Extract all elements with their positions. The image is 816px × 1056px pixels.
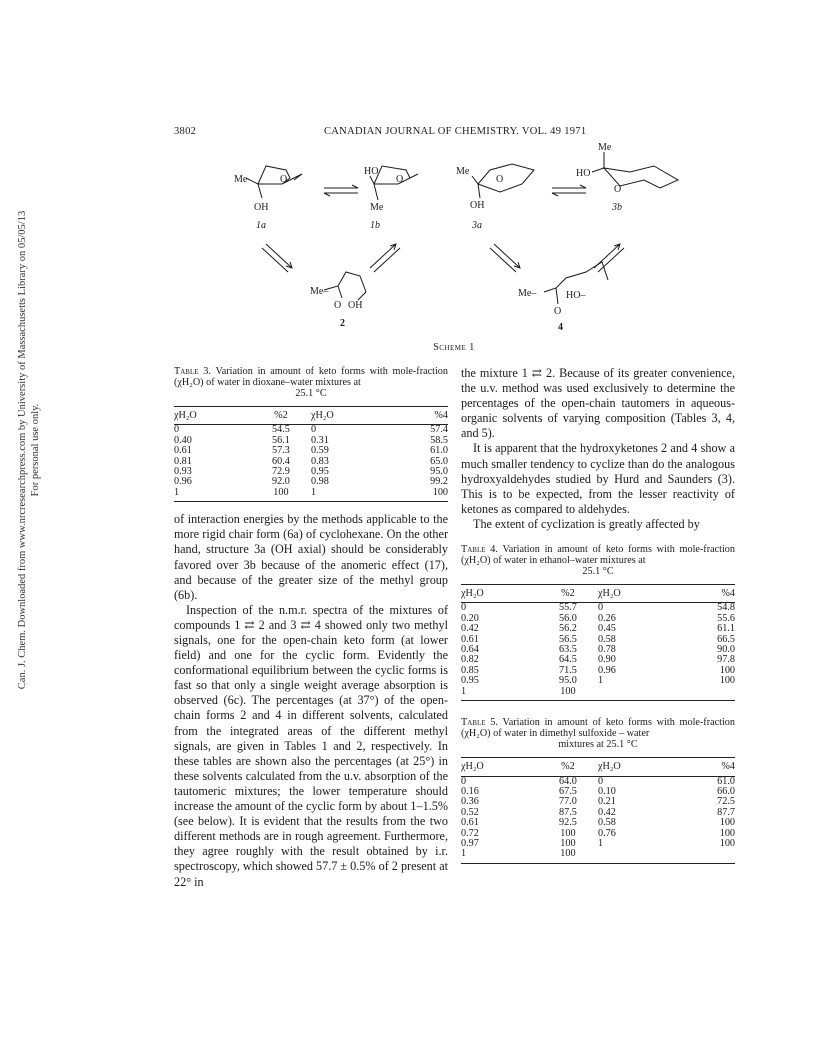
table4-cell: 0.42 — [461, 623, 479, 635]
table5-cell: 1 — [461, 849, 538, 863]
table5-header-3: %4 — [675, 758, 735, 776]
table3-cell: 0.59 — [310, 445, 329, 457]
table4-row — [461, 687, 735, 701]
table4-cell: 0.82 — [461, 654, 479, 666]
table3-caption-temp: 25.1 °C — [295, 388, 327, 399]
table5-cell: 72.5 — [717, 796, 735, 808]
scheme-caption: Scheme 1 — [433, 342, 475, 353]
table3-cell: 0.83 — [310, 455, 329, 467]
table3-label: Table 3. — [174, 366, 211, 377]
table3-header-2: χH₂O — [311, 407, 388, 425]
table5-cell: 0.97 — [461, 837, 479, 849]
table4-cell: 56.0 — [559, 612, 577, 624]
journal-title: CANADIAN JOURNAL OF CHEMISTRY. VOL. 49 1971 — [324, 126, 587, 137]
compound-1b: 1b — [370, 220, 380, 231]
table4-cell: 56.5 — [559, 633, 577, 645]
table5-cell: 64.0 — [559, 775, 577, 787]
table4-cell: 1 — [597, 675, 604, 687]
table5-header-0: χH₂O — [461, 758, 538, 776]
table3-cell: 72.9 — [272, 466, 290, 478]
table5-cell: 0.16 — [461, 785, 479, 797]
table4-cell: 0.96 — [597, 664, 616, 676]
table4-cell: 61.1 — [717, 623, 735, 635]
table5-cell: 66.0 — [717, 785, 735, 797]
label-oh-2: OH — [348, 300, 363, 311]
table3-cell: 54.5 — [272, 424, 290, 436]
table4-cell: 0.78 — [597, 644, 616, 656]
right-paragraph-3: The extent of cyclization is greatly affected by — [473, 516, 700, 531]
table5-cell: 100 — [560, 837, 576, 849]
table4-caption-text: Variation in amount of keto forms with mole-fraction (χH₂O) of water in ethanol–water mixtures at — [461, 544, 735, 567]
table3-cell: 100 — [388, 488, 448, 502]
table4-cell: 0.95 — [461, 675, 479, 687]
table5-cell: 100 — [538, 849, 598, 863]
table4-header-0: χH₂O — [461, 585, 538, 603]
table3-cell: 57.4 — [430, 424, 448, 436]
label-me-1b: Me — [370, 202, 384, 213]
table4 — [461, 584, 735, 701]
compound-1a: 1a — [256, 220, 266, 231]
table3-cell: 0.61 — [174, 445, 192, 457]
left-paragraph-2: Inspection of the n.m.r. spectra of the mixtures of compounds 1 ⇄ 2 and 3 ⇄ 4 showed only two methyl signals, one for the open-chain keto form (at lower field) and one for the cyclic form. Evidently the conformational equilibrium between the cyclic forms is fast so that only a single weight average absorption is observed (6c). The percentages (at 37°) of the open-chain forms 2 and 4 in different solvents, calculated from the integrated areas of the different methyl signals, are given in Tables 1 and 2, respectively. In these tables are shown also the percentages (at 25°) in these solvents calculated from the u.v. absorption of the tautomeric mixtures; the lower temperature should increase the amount of the cyclic form by about 1–1.5% (see below). It is evident that the results from the two different methods are in rough agreement. Furthermore, they agree roughly with the result obtained by i.r. spectroscopy, which showed 57.7 ± 0.5% of 2 present at 22° in — [174, 602, 448, 889]
table5-cell: 0.36 — [461, 796, 479, 808]
table3-cell: 0 — [174, 424, 180, 436]
table4-cell: 90.0 — [717, 644, 735, 656]
table4-cell: 63.5 — [559, 644, 577, 656]
table3-cell: 0.31 — [310, 434, 329, 446]
chain-2 — [324, 272, 366, 300]
table5-cell: 0.21 — [597, 796, 616, 808]
table3-cell: 1 — [311, 488, 388, 502]
table3-cell: 100 — [251, 488, 311, 502]
table3-caption-text: Variation in amount of keto forms with mole-fraction (χH₂O) of water in dioxane–water mixtures at — [174, 366, 448, 388]
table4-cell: 55.7 — [559, 602, 577, 614]
table5-cell: 0 — [597, 775, 604, 787]
table4-cell: 100 — [719, 664, 735, 676]
table3-cell: 99.2 — [430, 476, 448, 488]
table4-cell: 100 — [719, 675, 735, 687]
table5-cell: 100 — [560, 827, 576, 839]
compound-3a: 3a — [472, 220, 482, 231]
compound-3b: 3b — [612, 202, 622, 213]
table5-cell: 67.5 — [559, 785, 577, 797]
table4-cell: 95.0 — [559, 675, 577, 687]
table5-cell: 0.72 — [461, 827, 479, 839]
table3-cell: 1 — [174, 488, 251, 502]
table4-header-2: χH₂O — [598, 585, 675, 603]
table4-cell — [598, 687, 675, 701]
table4-header-1: %2 — [538, 585, 598, 603]
table4-cell: 97.8 — [717, 654, 735, 666]
table4-cell: 0.85 — [461, 664, 479, 676]
table5-cell: 100 — [719, 817, 735, 829]
table3-caption — [174, 366, 448, 399]
label-me-2: Me– — [310, 286, 329, 297]
label-me-3b: Me — [598, 142, 612, 153]
right-column — [461, 366, 735, 864]
label-ho-4: HO– — [566, 290, 586, 301]
table3 — [174, 406, 448, 502]
label-o-2: O — [334, 300, 342, 311]
table4-cell: 56.2 — [559, 623, 577, 635]
label-o-4: O — [554, 306, 562, 317]
table5-cell — [598, 849, 675, 863]
table4-header-3: %4 — [675, 585, 735, 603]
table4-cell: 100 — [538, 687, 598, 701]
table4-cell — [675, 687, 735, 701]
chain-4 — [544, 262, 608, 292]
table3-cell: 92.0 — [272, 476, 290, 488]
table4-caption — [461, 544, 735, 577]
label-oh-1a: OH — [254, 202, 269, 213]
table5-cell — [675, 849, 735, 863]
table5-cell: 0.10 — [597, 785, 616, 797]
table3-cell: 57.3 — [272, 445, 290, 457]
table4-cell: 0.58 — [597, 633, 616, 645]
table3-cell: 0.96 — [174, 476, 192, 488]
table4-cell: 0.61 — [461, 633, 479, 645]
table4-cell: 0 — [597, 602, 604, 614]
table3-header-1: %2 — [251, 407, 311, 425]
label-o-3a: O — [496, 174, 504, 185]
table4-cell: 71.5 — [559, 664, 577, 676]
table3-cell: 0.93 — [174, 466, 192, 478]
table3-cell: 0.95 — [310, 466, 329, 478]
table3-cell: 0.81 — [174, 455, 192, 467]
right-paragraph-1: the mixture 1 ⇄ 2. Because of its greater convenience, the u.v. method was used exclusively to determine the percentages of the open-chain tautomers in aqueous-organic solvents of varying composition (Tables 3, 4, and 5). — [461, 366, 735, 441]
label-o-1b: O — [396, 174, 404, 185]
table5-cell: 100 — [719, 827, 735, 839]
table5-cell: 92.5 — [559, 817, 577, 829]
table5-cell: 77.0 — [559, 796, 577, 808]
scheme-1-diagram — [174, 140, 734, 340]
table5-cell: 0.61 — [461, 817, 479, 829]
table5-cell: 1 — [597, 837, 604, 849]
label-me-3a: Me — [456, 166, 470, 177]
table5-cell: 87.7 — [717, 806, 735, 818]
table3-cell: 0.98 — [310, 476, 329, 488]
table5-cell: 100 — [719, 837, 735, 849]
right-paragraph-2: It is apparent that the hydroxyketones 2 and 4 show a much smaller tendency to cyclize than do the analogous hydroxyaldehydes studied by Hurd and Saunders (3). This is to be expected, from the lesser reactivity of ketones as compared to aldehydes. — [461, 441, 735, 516]
table4-caption-temp: 25.1 °C — [582, 566, 614, 578]
label-me-4: Me– — [518, 288, 537, 299]
margin-note-line2: For personal use only. — [30, 403, 41, 497]
label-oh-3a: OH — [470, 200, 485, 211]
table4-cell: 64.5 — [559, 654, 577, 666]
label-o-1a: O — [280, 174, 288, 185]
table4-cell: 0.64 — [461, 644, 479, 656]
table5-header-2: χH₂O — [598, 758, 675, 776]
left-column — [174, 366, 448, 890]
label-ho-1b: HO — [364, 166, 379, 177]
left-paragraph-1: of interaction energies by the methods applicable to the more rigid chair form (6a) of cyclohexane. On the other hand, structure 3a (OH axial) should be considerably favored over 3b because of the anomeric effect (17), and because of the greater size of the methyl group (6b). — [174, 512, 448, 602]
table3-cell: 0 — [310, 424, 317, 436]
table4-cell: 54.8 — [717, 602, 735, 614]
table5-cell: 87.5 — [559, 806, 577, 818]
table4-cell: 0 — [461, 602, 467, 614]
label-o-3b: O — [614, 184, 622, 195]
table3-cell: 61.0 — [430, 445, 448, 457]
table5-caption — [461, 717, 735, 750]
table4-cell: 1 — [461, 687, 538, 701]
table3-header-3: %4 — [388, 407, 448, 425]
table4-label: Table 4. — [461, 544, 498, 556]
table4-cell: 0.20 — [461, 612, 479, 624]
label-me-1a: Me — [234, 174, 248, 185]
table3-cell: 60.4 — [272, 455, 290, 467]
table5-cell: 0.58 — [597, 817, 616, 829]
table3-header-0: χH₂O — [174, 407, 251, 425]
compound-2: 2 — [340, 318, 345, 329]
table3-cell: 0.40 — [174, 434, 192, 446]
page-number: 3802 — [174, 126, 197, 137]
table4-cell: 55.6 — [717, 612, 735, 624]
table4-cell: 0.45 — [597, 623, 616, 635]
table5-cell: 0.42 — [597, 806, 616, 818]
compound-4: 4 — [558, 322, 563, 333]
table5-header-1: %2 — [538, 758, 598, 776]
table5-caption-temp: mixtures at 25.1 °C — [558, 739, 638, 751]
label-ho-3b: HO — [576, 168, 591, 179]
table3-cell: 58.5 — [430, 434, 448, 446]
table5-cell: 0.76 — [597, 827, 616, 839]
table4-cell: 0.90 — [597, 654, 616, 666]
table5 — [461, 757, 735, 864]
table3-row — [174, 488, 448, 502]
table5-caption-text: Variation in amount of keto forms with mole-fraction (χH₂O) of water in dimethyl sulfoxide – water — [461, 717, 735, 740]
table3-cell: 95.0 — [430, 466, 448, 478]
table5-cell: 0.52 — [461, 806, 479, 818]
table5-row — [461, 839, 735, 849]
margin-download-note — [2, 200, 41, 700]
ring-3a — [478, 164, 534, 192]
table5-cell: 0 — [461, 775, 467, 787]
table4-cell: 0.26 — [597, 612, 616, 624]
margin-note-line1: Can. J. Chem. Downloaded from www.nrcresearchpress.com by University of Massachusetts Library on 05/05/13 — [17, 210, 28, 690]
table5-row — [461, 818, 735, 828]
table5-row — [461, 849, 735, 863]
table4-cell: 66.5 — [717, 633, 735, 645]
table3-cell: 56.1 — [272, 434, 290, 446]
table4-row — [461, 676, 735, 686]
table5-cell: 61.0 — [717, 775, 735, 787]
table5-label: Table 5. — [461, 717, 498, 729]
table3-cell: 65.0 — [430, 455, 448, 467]
